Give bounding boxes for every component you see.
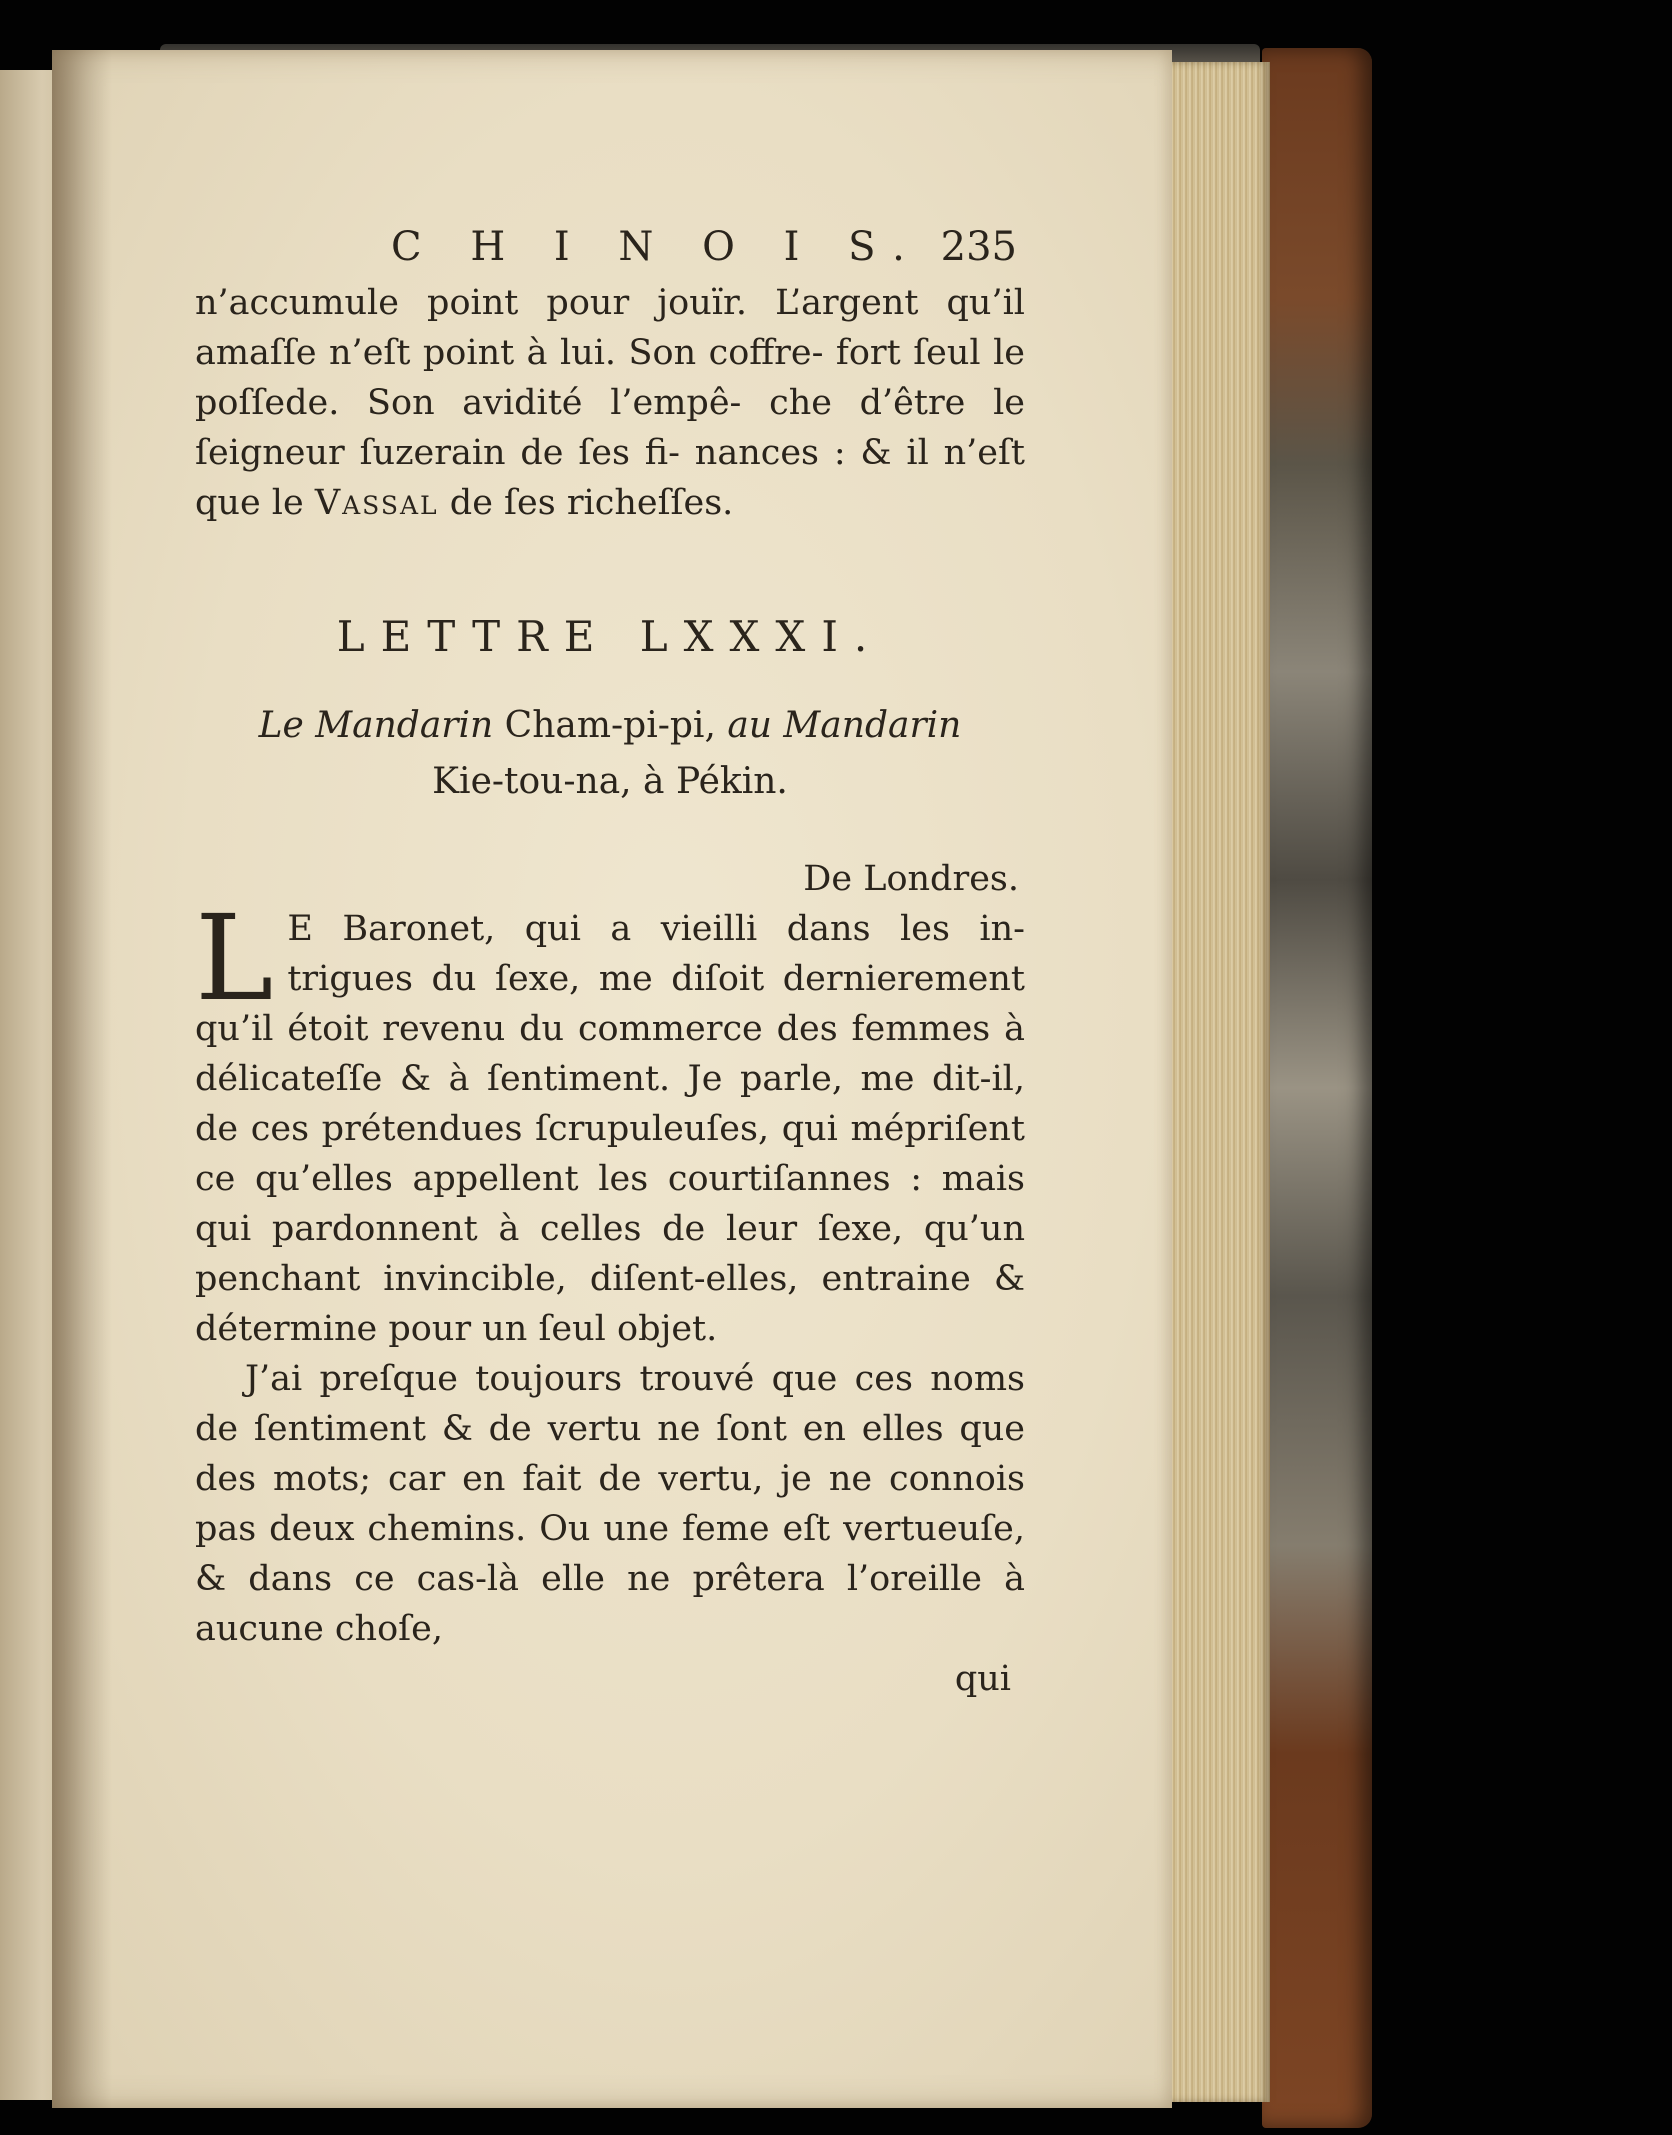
marbled-cover (1262, 48, 1372, 2128)
running-head (195, 222, 1025, 272)
letter-paragraph-1 (195, 889, 1025, 1354)
salutation-line-2: Kie-tou-na, à Pékin. (432, 761, 788, 802)
letter-heading: LETTRE LXXXI. (336, 612, 884, 661)
catchword: qui (954, 1659, 1011, 1699)
drop-cap: L (195, 889, 274, 1027)
salutation-italic-a: Le Mandarin (258, 705, 494, 746)
running-head-title: C H I N O I S. (391, 224, 923, 270)
page-number: 235 (940, 224, 1017, 270)
salutation-name: Cham-pi-pi, (504, 705, 716, 746)
page-text-block (195, 222, 1025, 1704)
continued-paragraph (195, 278, 1025, 528)
letter-place: De Londres. (803, 859, 1019, 899)
salutation-italic-c: au Mandarin (727, 705, 962, 746)
text-line: fort ſeul le poſſede. Son avidité l’empê- (195, 333, 1025, 423)
text-line: qu’il amaſſe n’eſt point à lui. Son coffre- (195, 283, 1025, 373)
text-line: nances : & il n’eſt que le (195, 433, 1025, 523)
letter-paragraph-2: J’ai preſque toujours trouvé que ces noms de ſentiment & de vertu ne ſont en elles que des mots; car en fait de vertu, je ne connois pas deux chemins. Ou une feme eſt vertueuſe, & dans ce cas-là elle ne prêtera l’oreille à aucune choſe, (195, 1359, 1025, 1649)
text-line: che d’être le ſeigneur ſuzerain de ſes fi- (195, 383, 1025, 473)
text-line: n’accumule point pour jouïr. L’argent (195, 283, 919, 323)
letter-salutation (195, 698, 1025, 810)
text-line: de ſes (449, 483, 556, 523)
text-line: richeſſes. (566, 483, 734, 523)
vassal-smallcaps: Vassal (314, 483, 439, 523)
paragraph-text: E Baronet, qui a vieilli dans les in- trigues du ſexe, me diſoit dernierement qu’il étoit revenu du commerce des femmes à délicateſſe & à ſentiment. Je parle, me dit-il, de ces prétendues ſcrupuleuſes, qui mépriſent ce qu’elles appellent les courtiſannes : mais qui pardonnent à celles de leur ſexe, qu’un penchant invincible, diſent-elles, entraine & détermine pour un ſeul objet. (195, 909, 1025, 1349)
gutter-shadow (52, 50, 112, 2108)
